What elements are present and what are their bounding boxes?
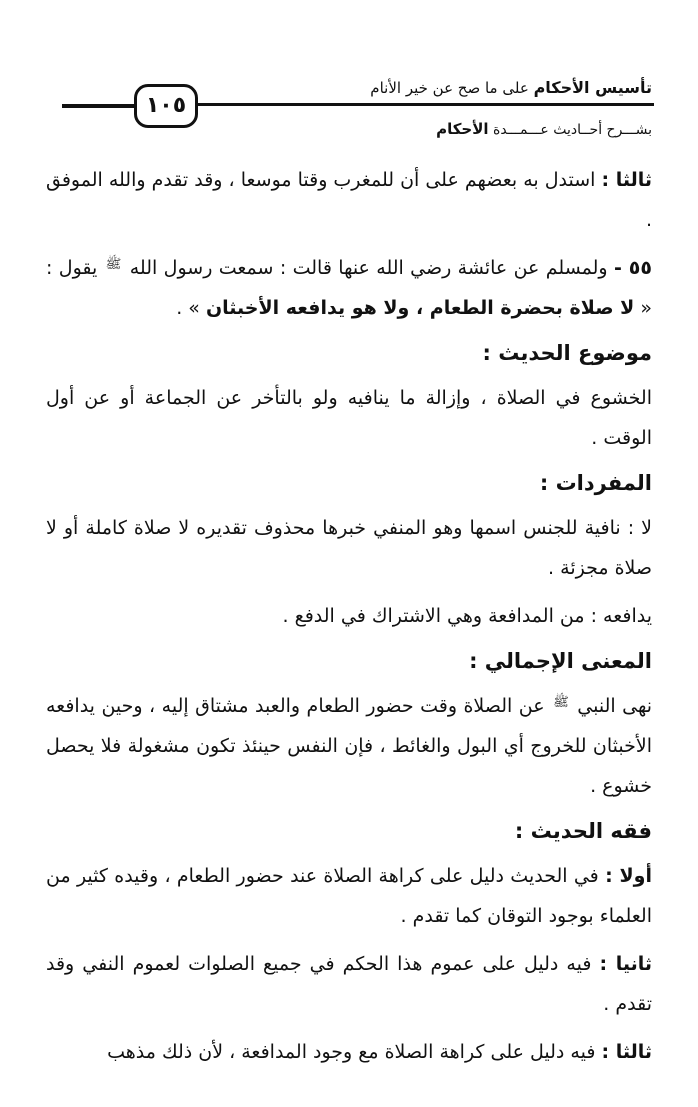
vocabulary-item-la: لا : نافية للجنس اسمها وهو المنفي خبرها محذوف تقديره لا صلاة كاملة أو لا صلاة مجزئة . xyxy=(46,517,652,579)
fiqh-point-lead: أولا : xyxy=(605,865,653,887)
heading-fiqh: فقه الحديث : xyxy=(514,819,652,843)
running-header-title xyxy=(370,78,652,97)
fiqh-point-3 xyxy=(46,1032,652,1072)
page-body xyxy=(46,160,652,1080)
fiqh-point-text: في الحديث دليل على كراهة الصلاة عند حضور الطعام ، وقيده كثير من العلماء بوجود التوقان كما تقدم . xyxy=(46,865,652,927)
fiqh-point-text: فيه دليل على عموم هذا الحكم في جميع الصلوات لعموم النفي وقد تقدم . xyxy=(46,953,652,1015)
fiqh-point-1 xyxy=(46,856,652,936)
fiqh-point-lead: ثالثا : xyxy=(601,1041,652,1063)
hadith-intro-2: يقول : « xyxy=(46,257,652,319)
general-meaning-text xyxy=(46,686,652,806)
paragraph-thirdly-intro xyxy=(46,160,652,240)
sallam-glyph: ﷺ xyxy=(105,257,122,272)
page-number: ١٠٥ xyxy=(134,84,198,128)
book-title-bold: تأسيس الأحكام xyxy=(533,78,652,97)
subtitle-prefix: بشـــرح أحــاديث عـــمـــدة xyxy=(493,122,652,138)
hadith-intro: ولمسلم عن عائشة رضي الله عنها قالت : سمعت رسول الله xyxy=(123,257,614,279)
running-header-subtitle xyxy=(436,120,652,138)
heading-general-meaning: المعنى الإجمالي : xyxy=(469,649,652,673)
hadith-number: ٥٥ - xyxy=(613,257,652,279)
paragraph-text: استدل به بعضهم على أن للمغرب وقتا موسعا ، وقد تقدم والله الموفق . xyxy=(45,169,652,231)
hadith-close: » . xyxy=(176,297,206,319)
fiqh-point-2 xyxy=(46,944,652,1024)
sallam-glyph: ﷺ xyxy=(553,695,569,710)
general-meaning-part-b: عن الصلاة وقت حضور الطعام والعبد مشتاق إليه ، وحين يدافعه الأخبثان للخروج أي البول والغائط ، فإن النفس حينئذ تكون مشغولة فلا يحصل خشوع . xyxy=(46,695,652,797)
book-title-rest: على ما صح عن خير الأنام xyxy=(370,79,529,97)
subject-text: الخشوع في الصلاة ، وإزالة ما ينافيه ولو بالتأخر عن الجماعة أو عن أول الوقت . xyxy=(46,387,652,449)
vocabulary-item-yudafiuh: يدافعه : من المدافعة وهي الاشتراك في الدفع . xyxy=(282,605,652,627)
paragraph-lead: ثالثا : xyxy=(601,169,652,191)
fiqh-point-text: فيه دليل على كراهة الصلاة مع وجود المدافعة ، لأن ذلك مذهب xyxy=(107,1041,602,1063)
header-rule-right xyxy=(198,103,654,106)
hadith-quote: لا صلاة بحضرة الطعام ، ولا هو يدافعه الأخبثان xyxy=(205,297,635,319)
heading-subject: موضوع الحديث : xyxy=(482,341,652,365)
heading-vocabulary: المفردات : xyxy=(539,471,652,495)
hadith-55 xyxy=(46,248,652,328)
general-meaning-part-a: نهى النبي xyxy=(570,695,652,717)
header-rule-left xyxy=(62,104,136,108)
fiqh-point-lead: ثانيا : xyxy=(599,953,652,975)
subtitle-bold: الأحكام xyxy=(436,120,489,138)
